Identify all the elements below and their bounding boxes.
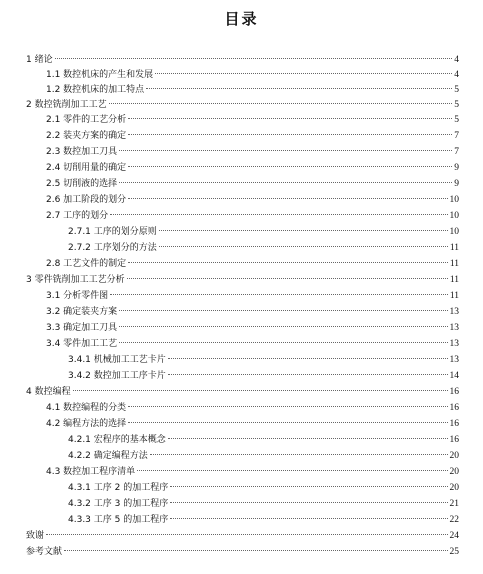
toc-entry[interactable] [46, 208, 459, 224]
toc-label: 4.3.1 工序 2 的加工程序 [68, 483, 169, 493]
dot-leader [128, 166, 452, 167]
toc-page-number: 7 [454, 147, 459, 157]
toc-page-number: 11 [449, 275, 459, 285]
toc-label: 2.1 零件的工艺分析 [46, 115, 127, 125]
toc-entry[interactable] [68, 240, 459, 256]
toc-page-number: 10 [449, 195, 459, 205]
toc-page-number: 20 [449, 483, 459, 493]
dot-leader [155, 73, 452, 74]
toc-page-number: 9 [454, 163, 459, 173]
toc-entry[interactable] [26, 528, 459, 544]
toc-entry[interactable] [46, 112, 459, 128]
toc-label: 4.2.2 确定编程方法 [68, 451, 148, 461]
toc-label: 参考文献 [26, 547, 63, 557]
toc-entry[interactable] [46, 464, 459, 480]
toc-label: 1.1 数控机床的产生和发展 [46, 70, 154, 80]
toc-page-number: 11 [449, 243, 459, 253]
toc-label: 4.3.3 工序 5 的加工程序 [68, 515, 169, 525]
toc-entry[interactable] [46, 128, 459, 144]
dot-leader [170, 502, 447, 503]
toc-page-number: 5 [454, 85, 459, 95]
toc-entry[interactable] [46, 144, 459, 160]
toc-label: 4.3.2 工序 3 的加工程序 [68, 499, 169, 509]
toc-entry[interactable] [68, 480, 459, 496]
toc-entry[interactable] [26, 52, 459, 68]
toc-entry[interactable] [46, 416, 459, 432]
dot-leader [128, 198, 447, 199]
toc-label: 2.3 数控加工刀具 [46, 147, 118, 157]
toc-label: 1 绪论 [26, 55, 53, 65]
dot-leader [128, 118, 452, 119]
toc-entry[interactable] [46, 82, 459, 98]
toc-entry[interactable] [68, 448, 459, 464]
toc-label: 3.4.2 数控加工工序卡片 [68, 371, 166, 381]
toc-entry[interactable] [26, 97, 459, 113]
toc-page-number: 11 [449, 259, 459, 269]
toc-entry[interactable] [68, 432, 459, 448]
toc-entry[interactable] [46, 67, 459, 83]
toc-label: 2.4 切削用量的确定 [46, 163, 127, 173]
toc-label: 3.4.1 机械加工工艺卡片 [68, 355, 166, 365]
dot-leader [150, 454, 448, 455]
dot-leader [168, 358, 448, 359]
toc-label: 2.6 加工阶段的划分 [46, 195, 127, 205]
dot-leader [168, 438, 448, 439]
toc-page-number: 10 [449, 211, 459, 221]
toc-page-number: 24 [449, 531, 459, 541]
toc-page-number: 5 [454, 115, 459, 125]
toc-entry[interactable] [46, 160, 459, 176]
dot-leader [128, 406, 447, 407]
toc-entry[interactable] [26, 544, 459, 560]
dot-leader [119, 310, 447, 311]
toc-entry[interactable] [46, 320, 459, 336]
toc-label: 2 数控铣削加工工艺 [26, 100, 107, 110]
page-title: 目录 [224, 10, 259, 28]
toc-page-number: 7 [454, 131, 459, 141]
toc-label: 4 数控编程 [26, 387, 71, 397]
toc-entry[interactable] [46, 192, 459, 208]
toc-page-number: 16 [449, 435, 459, 445]
toc-label: 2.5 切削液的选择 [46, 179, 118, 189]
toc-label: 1.2 数控机床的加工特点 [46, 85, 145, 95]
dot-leader [119, 182, 452, 183]
toc-page-number: 4 [454, 70, 459, 80]
toc-label: 3.3 确定加工刀具 [46, 323, 118, 333]
toc-page-number: 13 [449, 355, 459, 365]
dot-leader [159, 246, 448, 247]
toc-page-number: 25 [449, 547, 459, 557]
dot-leader [64, 550, 447, 551]
dot-leader [146, 88, 452, 89]
toc-page-number: 10 [449, 227, 459, 237]
toc-label: 4.1 数控编程的分类 [46, 403, 127, 413]
dot-leader [110, 214, 447, 215]
toc-label: 2.2 装夹方案的确定 [46, 131, 127, 141]
toc-entry[interactable] [26, 384, 459, 400]
toc-entry[interactable] [46, 256, 459, 272]
dot-leader [128, 262, 448, 263]
toc-entry[interactable] [46, 304, 459, 320]
toc-page-number: 16 [449, 403, 459, 413]
toc-page-number: 21 [449, 499, 459, 509]
dot-leader [128, 134, 452, 135]
toc-label: 4.2 编程方法的选择 [46, 419, 127, 429]
toc-entry[interactable] [68, 352, 459, 368]
toc-label: 3 零件铣削加工工艺分析 [26, 275, 125, 285]
toc-entry[interactable] [46, 176, 459, 192]
toc-label: 2.7.2 工序划分的方法 [68, 243, 157, 253]
toc-entry[interactable] [26, 272, 459, 288]
toc-entry[interactable] [46, 400, 459, 416]
dot-leader [119, 326, 447, 327]
toc-page-number: 5 [454, 100, 459, 110]
dot-leader [119, 342, 447, 343]
toc-entry[interactable] [46, 336, 459, 352]
toc-page-number: 16 [449, 419, 459, 429]
toc-entry[interactable] [68, 368, 459, 384]
toc-page-number: 20 [449, 467, 459, 477]
toc-label: 2.7.1 工序的划分原则 [68, 227, 157, 237]
toc-page-number: 16 [449, 387, 459, 397]
toc-page-number: 13 [449, 323, 459, 333]
toc-label: 3.2 确定装夹方案 [46, 307, 118, 317]
dot-leader [159, 230, 448, 231]
dot-leader [46, 534, 447, 535]
toc-entry[interactable] [68, 224, 459, 240]
toc-entry[interactable] [46, 288, 459, 304]
toc-page-number: 4 [454, 55, 459, 65]
toc-page-number: 13 [449, 339, 459, 349]
toc-entry[interactable] [68, 512, 459, 528]
dot-leader [170, 486, 447, 487]
dot-leader [55, 58, 453, 59]
toc-entry[interactable] [68, 496, 459, 512]
dot-leader [110, 294, 448, 295]
dot-leader [168, 374, 448, 375]
toc-label: 致谢 [26, 531, 45, 541]
dot-leader [137, 470, 447, 471]
toc-label: 2.8 工艺文件的制定 [46, 259, 127, 269]
toc-label: 4.2.1 宏程序的基本概念 [68, 435, 166, 445]
toc-page-number: 11 [449, 291, 459, 301]
toc-label: 2.7 工序的划分 [46, 211, 109, 221]
toc-page-number: 22 [449, 515, 459, 525]
toc-page-number: 9 [454, 179, 459, 189]
dot-leader [109, 103, 453, 104]
toc-label: 4.3 数控加工程序清单 [46, 467, 136, 477]
dot-leader [170, 518, 447, 519]
dot-leader [127, 278, 448, 279]
toc-page-number: 14 [449, 371, 459, 381]
dot-leader [73, 390, 448, 391]
toc-page-number: 13 [449, 307, 459, 317]
dot-leader [119, 150, 452, 151]
dot-leader [128, 422, 447, 423]
toc-label: 3.1 分析零件图 [46, 291, 109, 301]
toc-label: 3.4 零件加工工艺 [46, 339, 118, 349]
toc-page-number: 20 [449, 451, 459, 461]
